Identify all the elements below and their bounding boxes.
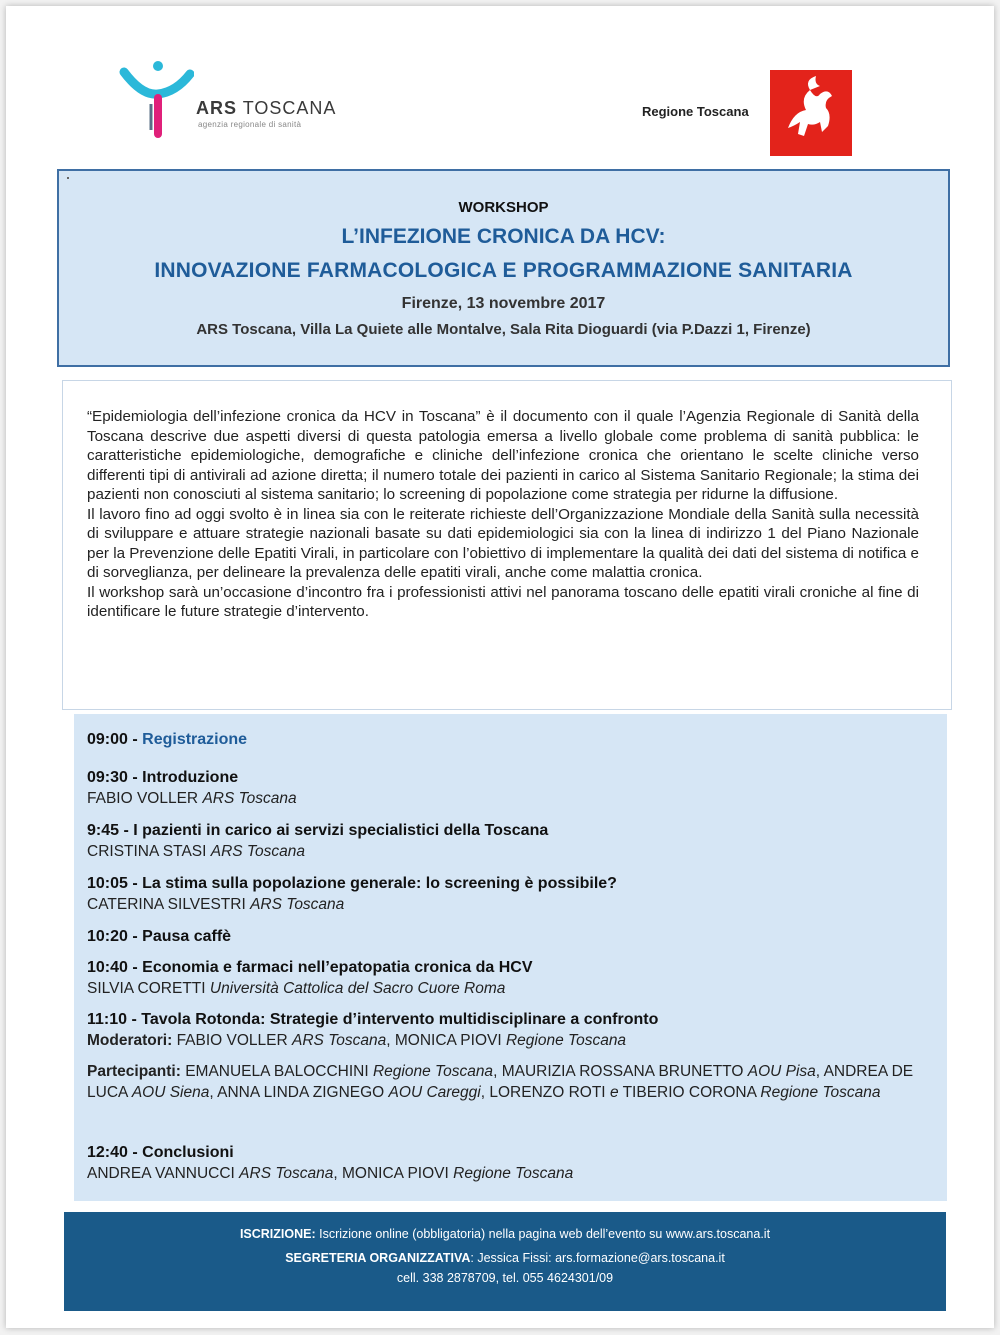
workshop-label: WORKSHOP <box>458 199 549 216</box>
pegasus-flag-icon <box>770 70 852 156</box>
agenda-item: 09:30 - Introduzione FABIO VOLLER ARS Toscana <box>87 769 297 807</box>
ars-logo-icon <box>118 58 194 142</box>
secretariat-info: SEGRETERIA ORGANIZZATIVA: Jessica Fissi: ars.formazione@ars.toscana.it <box>285 1251 725 1265</box>
ars-logo-name: ARS TOSCANA <box>196 98 337 118</box>
person-name: TIBERIO CORONA <box>622 1084 757 1101</box>
ars-toscana-logo <box>118 58 348 142</box>
description-paragraph: “Epidemiologia dell’infezione cronica da HCV in Toscana” è il documento con il quale l’Agenzia Regionale di Sanità della Toscana descrive due aspetti diversi di questa patologia emersa a livello globale come problema di sanità pubblica: le caratteristiche epidemiologiche, demografiche e cliniche dell’infezione cronica che orientano le scelte cliniche verso differenti tipi di antivirali ad azione diretta; il numero totale dei pazienti in carico al Sistema Sanitario Regionale; la stima dei pazienti non conosciuti al sistema sanitario; lo screening di popolazione come strategia per ridurne la diffusione. <box>87 408 919 503</box>
person-affiliation: AOU Pisa <box>747 1063 816 1080</box>
person-name: EMANUELA BALOCCHINI <box>185 1063 369 1080</box>
person-name: LORENZO ROTI <box>489 1084 606 1101</box>
agenda-item-break: 10:20 - Pausa caffè <box>87 928 232 945</box>
phone-info: cell. 338 2878709, tel. 055 4624301/09 <box>396 1271 614 1285</box>
workshop-venue: ARS Toscana, Villa La Quiete alle Montalve, Sala Rita Dioguardi (via P.Dazzi 1, Firenze) <box>196 321 811 338</box>
flyer-page <box>6 6 994 1328</box>
agenda-item-roundtable: 11:10 - Tavola Rotonda: Strategie d’intervento multidisciplinare a confronto Moderatori: FABIO VOLLER ARS Toscana, MONICA PIOVI Regione Toscana Partecipanti: EMANUELA BALOCCHINI Regione Toscana, MAURIZIA ROSSANA BRUNETTO AOU Pisa, ANDREA DE LUCA AOU Siena, ANNA LINDA ZIGNEGO AOU Careggi, LORENZO ROTI e TIBERIO CORONA Regione Toscana <box>87 1011 914 1101</box>
workshop-title-line2: INNOVAZIONE FARMACOLOGICA E PROGRAMMAZIONE SANITARIA <box>154 259 853 282</box>
person-name: FABIO VOLLER <box>176 1032 288 1049</box>
description-paragraph: Il lavoro fino ad oggi svolto è in linea sia con le reiterate richieste dell’Organizzazione Mondiale della Sanità sulla necessità di sviluppare e attuare strategie nazionali basate su dati epidemiologici sia con la linea di indirizzo 1 del Piano Nazionale per la Prevenzione delle Epatiti Virali, in particolare con l’obiettivo di implementare la qualità dei dati del sistema di notifica e di sorveglianza, per delineare la prevalenza delle epatiti virali, anche come malattia cronica. <box>87 505 919 581</box>
ars-logo-tagline: agenzia regionale di sanità <box>198 120 302 129</box>
person-affiliation: Regione Toscana <box>760 1084 881 1101</box>
person-affiliation: AOU Siena <box>131 1084 210 1101</box>
conclusion-speakers: ANDREA VANNUCCI ARS Toscana, MONICA PIOVI Regione Toscana <box>87 1165 574 1182</box>
info-footer <box>64 1212 946 1311</box>
agenda-item: 10:05 - La stima sulla popolazione generale: lo screening è possibile? CATERINA SILVESTRI ARS Toscana <box>87 875 617 913</box>
participants-list: EMANUELA BALOCCHINI Regione Toscana, MAURIZIA ROSSANA BRUNETTO AOU Pisa, ANDREA DE LUCA AOU Siena, ANNA LINDA ZIGNEGO AOU Careggi, LORENZO ROTI e TIBERIO CORONA Regione Toscana <box>87 1063 914 1101</box>
program-box <box>74 714 947 1201</box>
agenda-item-conclusion: 12:40 - Conclusioni ANDREA VANNUCCI ARS Toscana, MONICA PIOVI Regione Toscana <box>87 1144 574 1182</box>
person-affiliation: Regione Toscana <box>372 1063 494 1080</box>
agenda-item: 9:45 - I pazienti in carico ai servizi specialistici della Toscana CRISTINA STASI ARS Toscana <box>87 822 549 860</box>
person-name: ANDREA DE LUCA <box>87 1063 914 1101</box>
person-name: ANDREA VANNUCCI <box>87 1165 235 1182</box>
person-affiliation: AOU Careggi <box>388 1084 481 1101</box>
person-affiliation: e <box>609 1084 619 1101</box>
regione-name: Regione Toscana <box>642 104 749 119</box>
person-affiliation: Regione Toscana <box>453 1165 574 1182</box>
description-paragraph: Il workshop sarà un’occasione d’incontro fra i professionisti attivi nel panorama toscano delle epatiti virali croniche al fine di identificare le future strategie d’intervento. <box>87 583 919 620</box>
description-box <box>62 380 952 710</box>
agenda-item-registration: 09:00 - Registrazione <box>87 731 248 748</box>
moderators-list: FABIO VOLLER ARS Toscana, MONICA PIOVI Regione Toscana <box>176 1032 627 1049</box>
registration-info: ISCRIZIONE: Iscrizione online (obbligatoria) nella pagina web dell’evento su www.ars.toscana.it <box>239 1227 771 1241</box>
workshop-header <box>57 169 950 367</box>
person-affiliation: ARS Toscana <box>292 1032 387 1049</box>
agenda-item: 10:40 - Economia e farmaci nell’epatopatia cronica da HCV SILVIA CORETTI Università Cattolica del Sacro Cuore Roma <box>87 959 533 997</box>
workshop-title-line1: L’INFEZIONE CRONICA DA HCV: <box>341 225 666 248</box>
person-name: MONICA PIOVI <box>394 1032 502 1049</box>
person-name: MONICA PIOVI <box>342 1165 449 1182</box>
description-text <box>87 407 919 622</box>
person-affiliation: Regione Toscana <box>505 1032 627 1049</box>
person-name: MAURIZIA ROSSANA BRUNETTO <box>501 1063 744 1080</box>
person-name: ANNA LINDA ZIGNEGO <box>217 1084 385 1101</box>
regione-toscana-logo <box>638 70 852 156</box>
workshop-date: Firenze, 13 novembre 2017 <box>401 295 606 312</box>
person-affiliation: ARS Toscana <box>239 1165 334 1182</box>
